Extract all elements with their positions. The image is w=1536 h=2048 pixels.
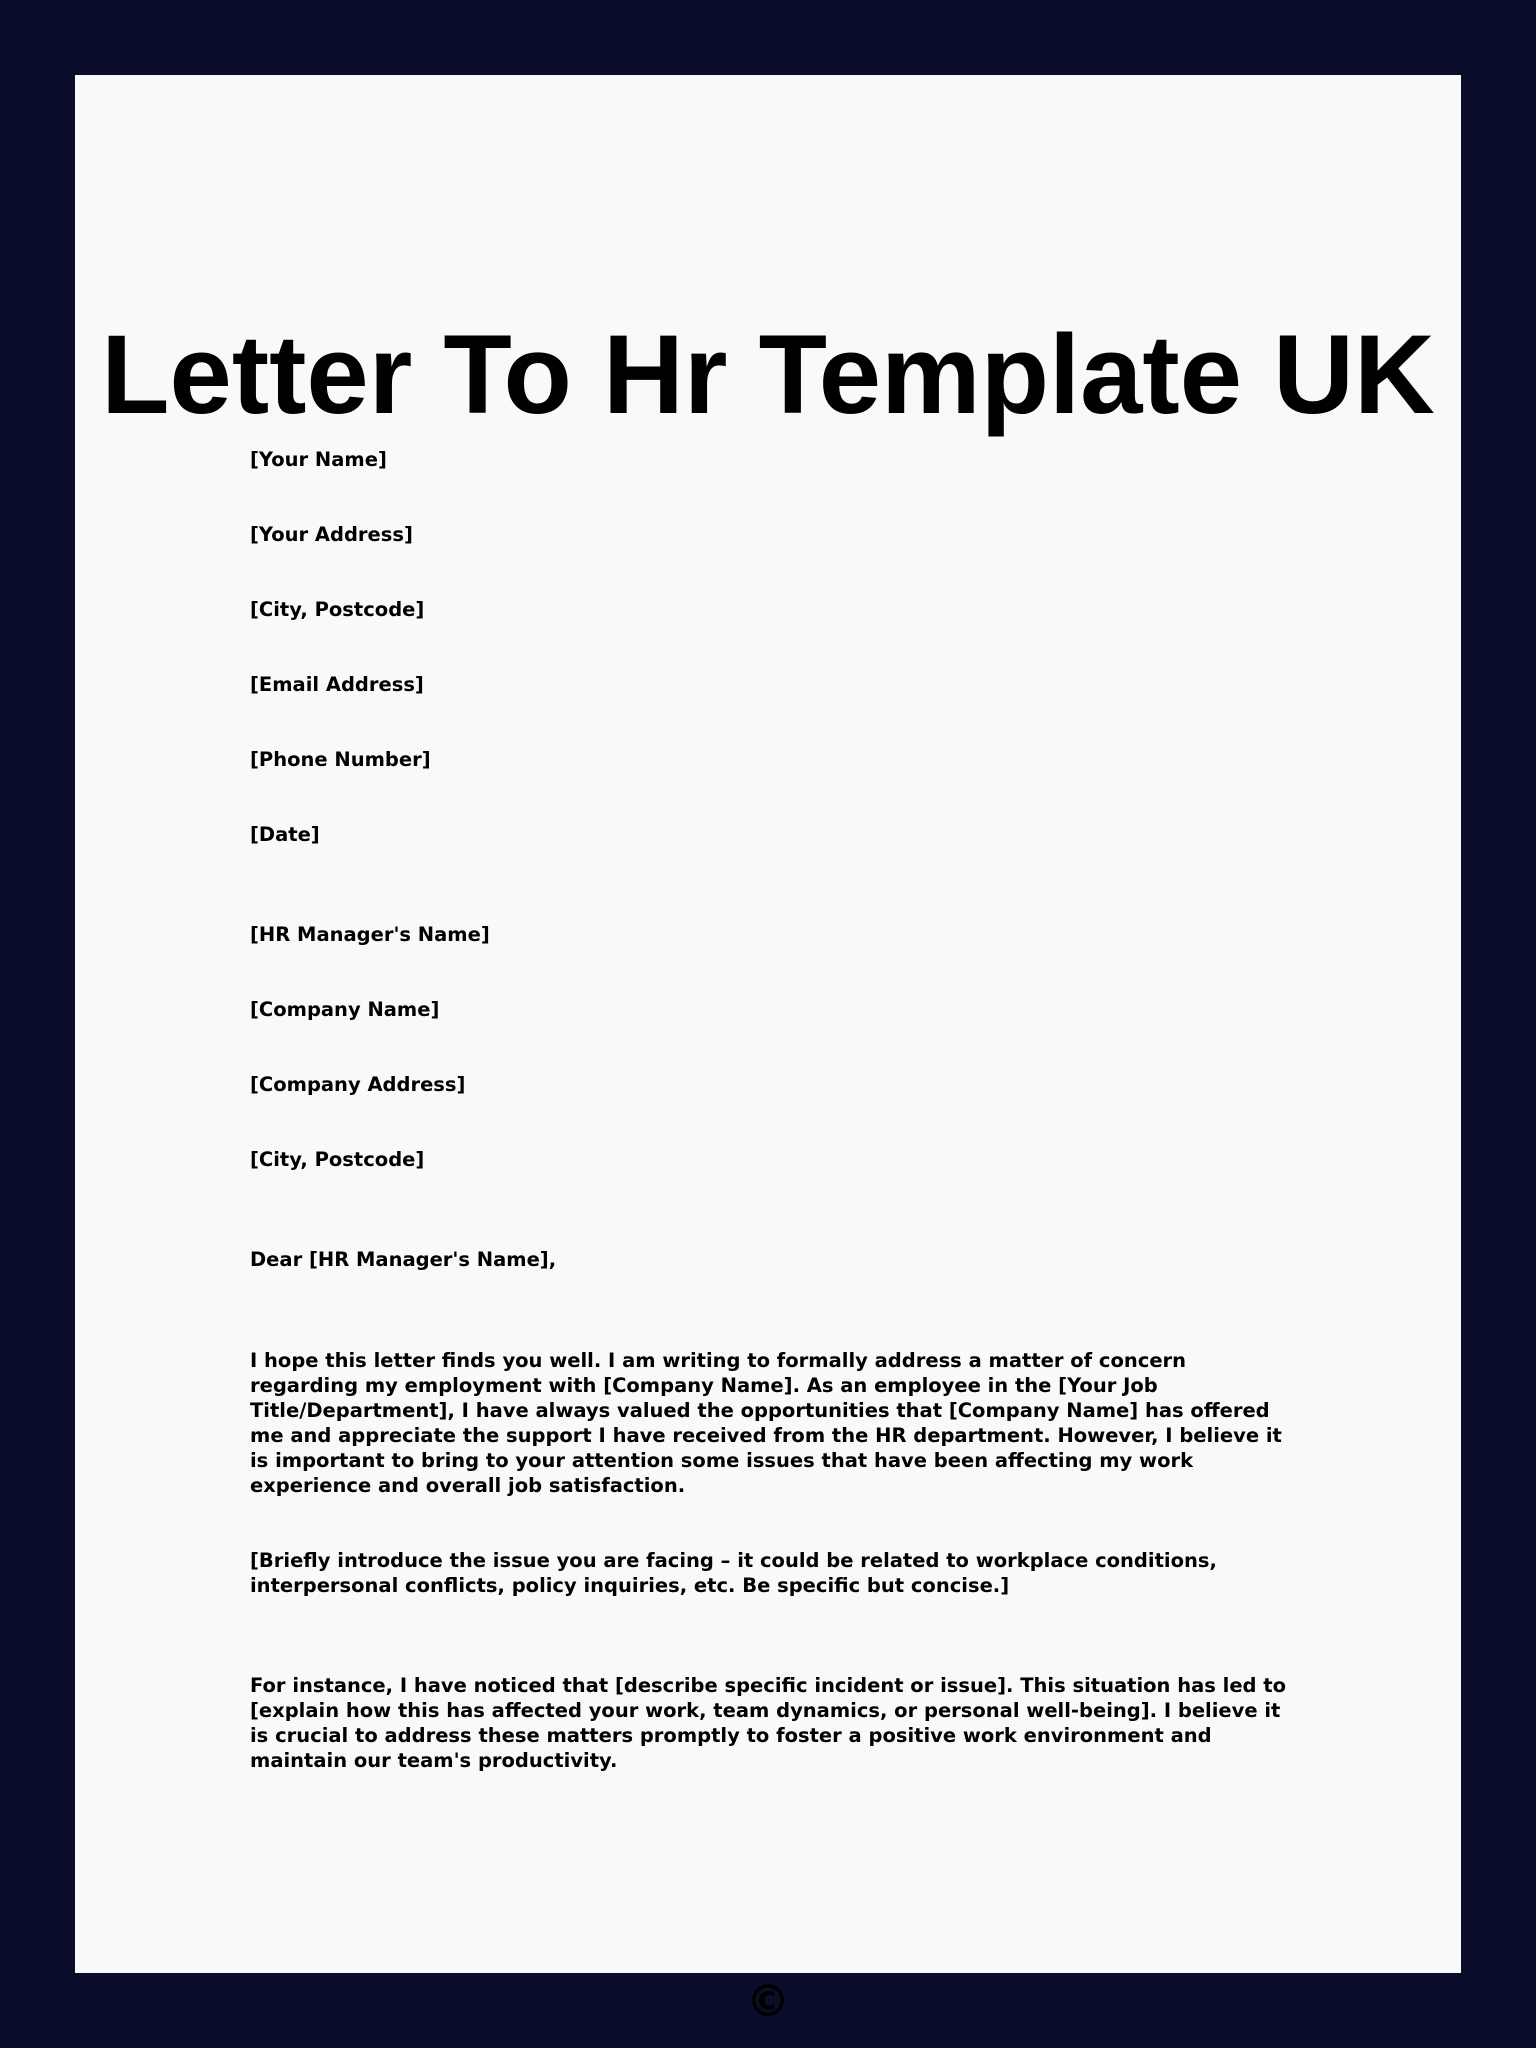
body-paragraph-2: [Briefly introduce the issue you are facing – it could be related to workplace conditions, interpersonal conflicts, policy inquiries, etc. Be specific but concise.] [250,1549,1217,1597]
body-paragraph-3: For instance, I have noticed that [describe specific incident or issue]. This situation has led to [explain how this has affected your work, team dynamics, or personal well-being]. I believe it is crucial to address these matters promptly to foster a positive work environment and maintain our team's productivity. [250,1674,1287,1772]
sender-email: [Email Address] [250,673,424,696]
sender-phone: [Phone Number] [250,748,431,771]
recipient-company: [Company Name] [250,998,440,1021]
letter-date: [Date] [250,823,320,846]
recipient-name: [HR Manager's Name] [250,923,490,946]
recipient-company-address: [Company Address] [250,1073,466,1096]
salutation: Dear [HR Manager's Name], [250,1248,557,1271]
copyright-icon: © [746,1976,790,2027]
sender-city-postcode: [City, Postcode] [250,598,425,621]
sender-name: [Your Name] [250,448,387,471]
sender-address: [Your Address] [250,523,413,546]
letter-page [75,75,1461,2027]
document-title: Letter To Hr Template UK [101,312,1435,437]
recipient-city-postcode: [City, Postcode] [250,1148,425,1171]
body-paragraph-1: I hope this letter finds you well. I am writing to formally address a matter of concern regarding my employment with [Company Name]. As an employee in the [Your Job Title/Department], I have always valued the opportunities that [Company Name] has offered me and appreciate the support I have received from the HR department. However, I believe it is important to bring to your attention some issues that have been affecting my work experience and overall job satisfaction. [250,1349,1282,1497]
